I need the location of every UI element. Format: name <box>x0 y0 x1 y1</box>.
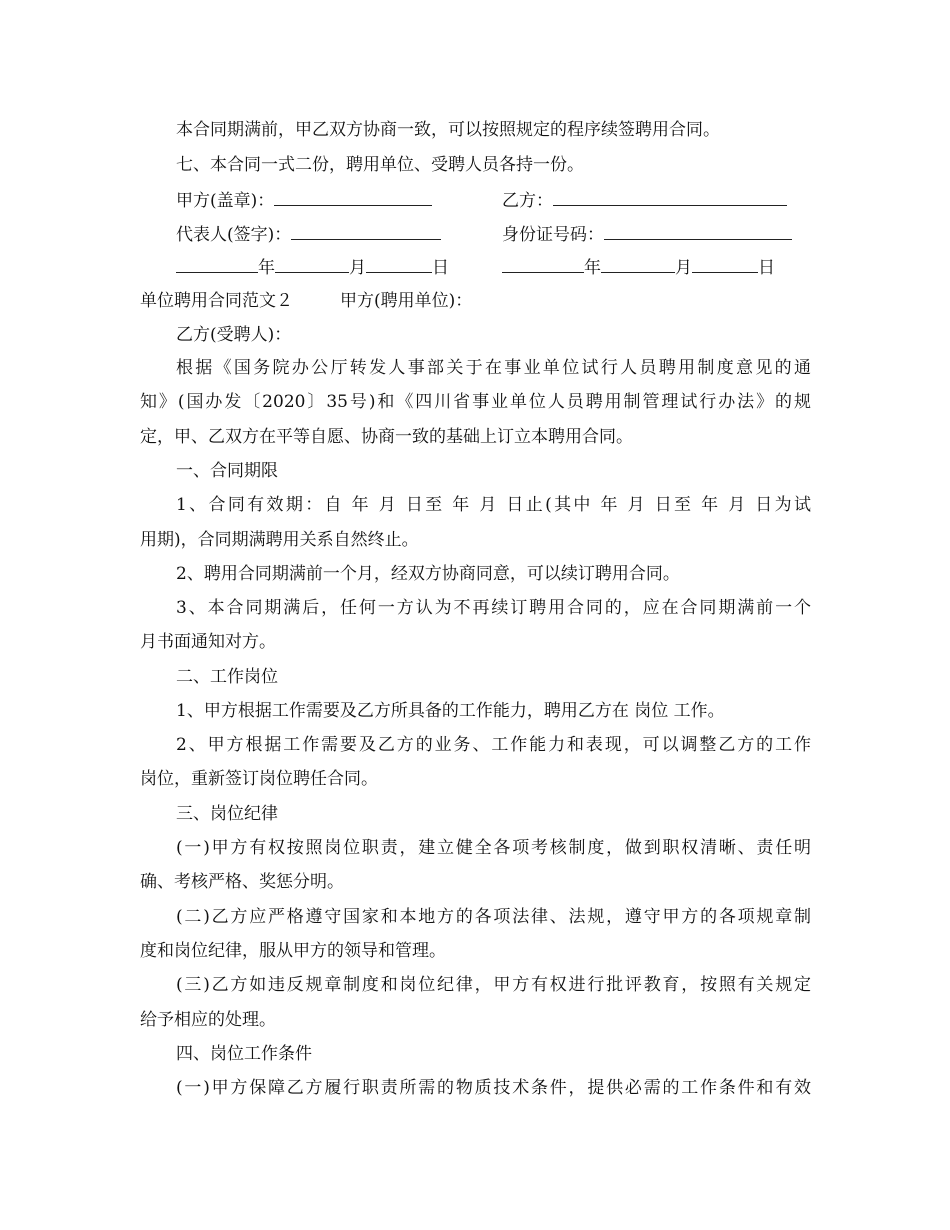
party-a-date-field <box>176 257 449 278</box>
party-b-year-blank <box>502 257 584 273</box>
section-1-title: 一、合同期限 <box>176 461 278 481</box>
section-3-title: 三、岗位纪律 <box>176 804 278 824</box>
party-a-seal-field <box>176 190 432 211</box>
party-b-year-label: 年 <box>584 258 601 278</box>
party-a-month-blank <box>275 257 349 273</box>
party-b-date-field <box>502 257 775 278</box>
section-1-p1-line-2: 用期)，合同期满聘用关系自然终止。 <box>140 530 419 550</box>
party-b-person-label: 乙方(受聘人)： <box>176 325 292 345</box>
party-a-day-blank <box>366 257 432 273</box>
section-3-p3-line-2: 给予相应的处理。 <box>140 1010 276 1030</box>
party-a-year-label: 年 <box>258 258 275 278</box>
section-3-p3-line-1: (三)乙方如违反规章制度和岗位纪律，甲方有权进行批评教育，按照有关规定 <box>176 975 811 995</box>
basis-line-3: 定，甲、乙双方在平等自愿、协商一致的基础上订立本聘用合同。 <box>140 427 633 447</box>
section-1-p2: 2、聘用合同期满前一个月，经双方协商同意，可以续订聘用合同。 <box>176 564 680 584</box>
id-number-blank <box>604 224 792 240</box>
section-2-p2-line-2: 岗位，重新签订岗位聘任合同。 <box>140 769 378 789</box>
section-2-p1: 1、甲方根据工作需要及乙方所具备的工作能力，聘用乙方在 岗位 工作。 <box>176 701 725 721</box>
id-number-field <box>502 224 792 245</box>
party-a-day-label: 日 <box>432 258 449 278</box>
section-2-title: 二、工作岗位 <box>176 667 278 687</box>
party-b-month-blank <box>601 257 675 273</box>
section-4-title: 四、岗位工作条件 <box>176 1044 312 1064</box>
party-b-month-label: 月 <box>675 258 692 278</box>
section-1-p1-line-1: 1、合同有效期：自 年 月 日至 年 月 日止(其中 年 月 日至 年 月 日为试 <box>176 495 811 515</box>
party-a-year-blank <box>176 257 258 273</box>
party-b-day-blank <box>692 257 758 273</box>
section-3-p2-line-1: (二)乙方应严格遵守国家和本地方的各项法律、法规，遵守甲方的各项规章制 <box>176 907 811 927</box>
basis-line-2: 知》(国办发〔2020〕35号)和《四川省事业单位人员聘用制管理试行办法》的规 <box>140 392 811 412</box>
section-3-p1-line-2: 确、考核严格、奖惩分明。 <box>140 872 344 892</box>
id-number-label: 身份证号码： <box>502 225 604 245</box>
party-a-unit-label: 甲方(聘用单位)： <box>340 291 473 311</box>
representative-sign-field <box>176 224 441 245</box>
party-a-month-label: 月 <box>349 258 366 278</box>
paragraph-copies: 七、本合同一式二份，聘用单位、受聘人员各持一份。 <box>176 155 584 175</box>
party-a-seal-blank <box>274 190 432 206</box>
section-2-p2-line-1: 2、甲方根据工作需要及乙方的业务、工作能力和表现，可以调整乙方的工作 <box>176 735 811 755</box>
section-4-p1-line-1: (一)甲方保障乙方履行职责所需的物质技术条件，提供必需的工作条件和有效 <box>176 1078 811 1098</box>
representative-sign-blank <box>291 224 441 240</box>
sample-2-title: 单位聘用合同范文２ <box>140 291 293 311</box>
section-1-p3-line-1: 3、本合同期满后，任何一方认为不再续订聘用合同的，应在合同期满前一个 <box>176 598 811 618</box>
party-b-field <box>502 190 787 211</box>
basis-line-1: 根据《国务院办公厅转发人事部关于在事业单位试行人员聘用制度意见的通 <box>176 358 811 378</box>
party-a-seal-label: 甲方(盖章)： <box>176 191 275 211</box>
party-b-blank <box>553 190 787 206</box>
section-3-p1-line-1: (一)甲方有权按照岗位职责，建立健全各项考核制度，做到职权清晰、责任明 <box>176 838 811 858</box>
section-1-p3-line-2: 月书面通知对方。 <box>140 632 276 652</box>
party-b-label: 乙方： <box>502 191 553 211</box>
section-3-p2-line-2: 度和岗位纪律，服从甲方的领导和管理。 <box>140 941 446 961</box>
paragraph-renewal: 本合同期满前，甲乙双方协商一致，可以按照规定的程序续签聘用合同。 <box>176 120 720 140</box>
representative-sign-label: 代表人(签字)： <box>176 225 292 245</box>
party-b-day-label: 日 <box>758 258 775 278</box>
